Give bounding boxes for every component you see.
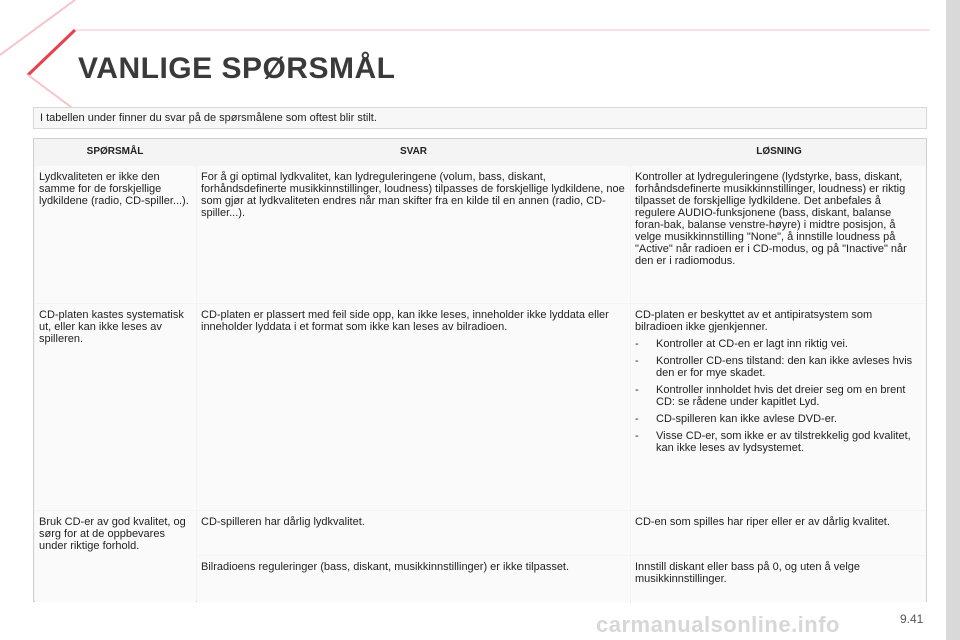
bullet-dash: -: [635, 355, 639, 367]
bullet-text: Kontroller at CD-en er lagt inn riktig vei.: [656, 338, 848, 350]
intro-text: I tabellen under finner du svar på de spørsmålene som oftest blir stilt.: [33, 107, 927, 129]
header-solution: LØSNING: [756, 146, 802, 157]
header-question: SPØRSMÅL: [86, 146, 144, 157]
table-row-3-solution: CD-en som spilles har riper eller er av dårlig kvalitet.: [631, 511, 926, 555]
table-row-2-answer: CD-platen er plassert med feil side opp, kan ikke leses, inneholder ikke lyddata eller inneholder lyddata i et format som ikke kan leses av bilradioen.: [197, 304, 630, 510]
header-answer: SVAR: [399, 146, 428, 157]
list-item: [635, 338, 922, 350]
table-row-2-solution: [631, 304, 926, 510]
table-row-4-solution: Innstill diskant eller bass på 0, og uten å velge musikkinnstillinger.: [631, 556, 926, 602]
bullet-text: Kontroller CD-ens tilstand: den kan ikke avleses hvis den er for mye skadet.: [656, 355, 913, 379]
faq-table: [33, 138, 927, 602]
side-bar: [946, 0, 960, 640]
bullet-text: Visse CD-er, som ikke er av tilstrekkelig god kvalitet, kan ikke leses av lydsystemet.: [656, 430, 911, 454]
table-row-1-answer: For å gi optimal lydkvalitet, kan lydreguleringene (volum, bass, diskant, forhåndsdefinerte musikkinnstillinger, loudness) tilpasses de forskjellige lydkildene, noe som gjør at lydkvaliteten endres når man skifter fra en kilde til en annen (radio, CD-spiller...).: [197, 166, 630, 303]
list-item: [635, 384, 922, 408]
bullet-text: CD-spilleren kan ikke avlese DVD-er.: [656, 413, 837, 425]
page-title: VANLIGE SPØRSMÅL: [78, 52, 396, 85]
bullet-dash: -: [635, 430, 639, 442]
list-item: [635, 413, 922, 425]
table-row-1-question: Lydkvaliteten er ikke den samme for de forskjellige lydkildene (radio, CD-spiller...).: [35, 166, 196, 303]
table-row-4-answer: Bilradioens reguleringer (bass, diskant, musikkinnstillinger) er ikke tilpasset.: [197, 556, 630, 602]
solution-bullet-list: [635, 338, 922, 454]
list-item: [635, 355, 922, 379]
solution-intro: CD-platen er beskyttet av et antipiratsystem som bilradioen ikke gjenkjenner.: [635, 309, 873, 333]
bullet-dash: -: [635, 338, 639, 350]
bullet-dash: -: [635, 384, 639, 396]
watermark: carmanualsonline.info: [596, 612, 840, 637]
table-row-2-question: CD-platen kastes systematisk ut, eller kan ikke leses av spilleren.: [35, 304, 196, 510]
bullet-dash: -: [635, 413, 639, 425]
page-number: 9.41: [900, 612, 924, 626]
list-item: [635, 430, 922, 454]
table-row-3-answer: CD-spilleren har dårlig lydkvalitet.: [197, 511, 630, 555]
bullet-text: Kontroller innholdet hvis det dreier seg om en brent CD: se rådene under kapitlet Lyd.: [656, 384, 906, 408]
table-row-3-question: Bruk CD-er av god kvalitet, og sørg for at de oppbevares under riktige forhold.: [35, 511, 196, 602]
table-row-1-solution: Kontroller at lydreguleringene (lydstyrke, bass, diskant, forhåndsdefinerte musikkinnstillinger, loudness) er riktig tilpasset de forskjellige lydkildene. Det anbefales å regulere AUDIO-funksjonene (bass, diskant, balanse foran-bak, balanse venstre-høyre) i midtre posisjon, å velge musikkinnstilling "None", å innstille loudness på "Active" når radioen er i CD-modus, og på "Inactive" når den er i radiomodus.: [631, 166, 926, 303]
